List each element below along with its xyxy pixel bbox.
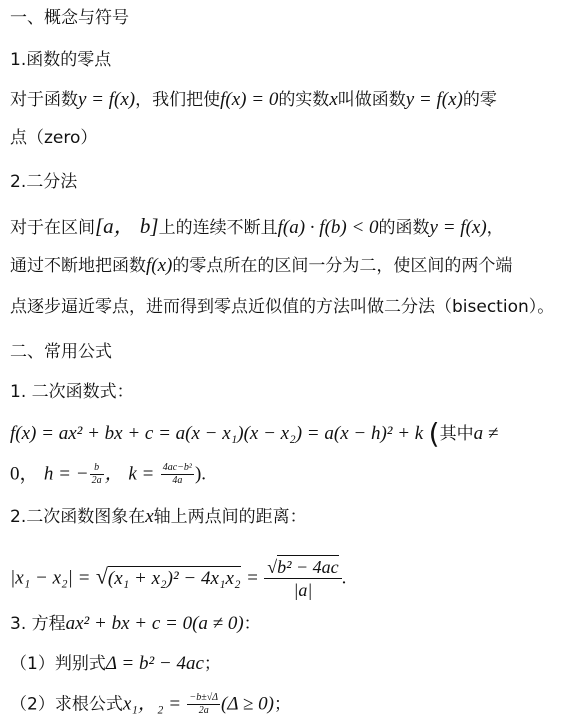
equation: f(x) = ax² + bx + c = a(x − x₁)(x − x₂) = a(x − h)² + k [10,423,424,444]
equation: a ≠ [473,423,499,444]
numerator: −b±√Δ [189,692,219,703]
equation: Δ = b² − 4ac [105,653,204,674]
text: 0， [10,463,39,485]
text: 轴上两点间的距离： [153,507,307,527]
text: ： [243,614,261,634]
sqrt-sign: √ [95,563,108,589]
discriminant-line [10,652,571,676]
text: ； [273,694,291,715]
heading-quadratic-equation [10,612,571,636]
equation: y = f(x) [405,89,463,110]
root-formula-line [10,692,571,717]
fraction [187,692,220,717]
quadratic-forms-line2 [10,462,571,487]
denominator: 2a [91,475,102,486]
text: 对于函数 [10,90,78,110]
text: 的零点所在的区间一分为二，使区间的两个端 [172,256,513,276]
text: （2）求根公式 [10,694,123,715]
text: 3. 方程 [10,614,66,634]
equation: ax² + bx + c = 0(a ≠ 0) [65,613,244,634]
heading-root-distance [10,505,571,529]
numerator: b [90,462,104,475]
denominator: |a| [293,580,313,600]
denominator: 2a [198,705,209,716]
equation: = [245,567,259,589]
bisection-definition-line1 [10,214,571,240]
text: 上的连续不断且 [158,218,278,238]
condition: f(a) · f(b) < 0 [277,217,379,238]
text: 2.二次函数图象在 [10,507,146,527]
heading-quadratic-function: 1. 二次函数式： [10,382,134,402]
numerator: 4ac−b² [162,462,192,473]
text: ， [486,218,504,238]
bisection-definition-line3: 点逐步逼近零点，进而得到零点近似值的方法叫做二分法（bisection）。 [10,297,555,317]
heading-zero-point: 1.函数的零点 [10,50,112,70]
text: 其中 [439,424,474,444]
bisection-definition-line2 [10,254,571,278]
fraction [264,556,341,601]
text: ). [194,463,207,485]
section-title-formulas: 二、常用公式 [10,342,112,362]
equation: ， k = [104,463,155,485]
text: 的实数 [278,90,330,110]
text: 对于在区间 [10,218,95,238]
heading-bisection: 2.二分法 [10,172,78,192]
numerator [264,556,341,579]
sqrt-body: b² − 4ac [277,557,339,577]
text: 的函数 [378,218,430,238]
text: ，我们把使 [135,90,221,110]
equation: h = − [43,463,89,485]
variable: x [329,89,338,110]
equation: y = f(x) [429,217,487,238]
equation: |x₁ − x₂| = [10,567,91,589]
fraction [161,462,194,487]
text: 的零 [462,90,497,110]
text: 叫做函数 [337,90,406,110]
condition: (Δ ≥ 0) [221,693,274,715]
equation: x₁，₂ = [122,693,182,715]
equation: y = f(x) [78,89,136,110]
denominator: 4a [172,475,183,486]
paren: ( [428,417,440,450]
zero-point-definition-line1 [10,88,571,112]
variable: x [145,506,154,527]
text: 通过不断地把函数 [10,256,146,276]
text: ； [203,654,221,674]
sqrt-body: (x₁ + x₂)² − 4x₁x₂ [107,567,241,589]
fraction [90,462,104,487]
quadratic-forms-line1 [10,417,571,450]
text: （1）判别式 [10,654,106,674]
section-title-concepts: 一、概念与符号 [10,8,129,28]
zero-point-definition-line2: 点（zero） [10,128,98,148]
equation: f(x) = 0 [220,89,279,110]
root-distance-formula [10,556,571,601]
equation: f(x) [146,255,173,276]
text: . [341,567,347,589]
interval: [a， b] [95,214,159,238]
sqrt-sign: √ [267,557,278,577]
